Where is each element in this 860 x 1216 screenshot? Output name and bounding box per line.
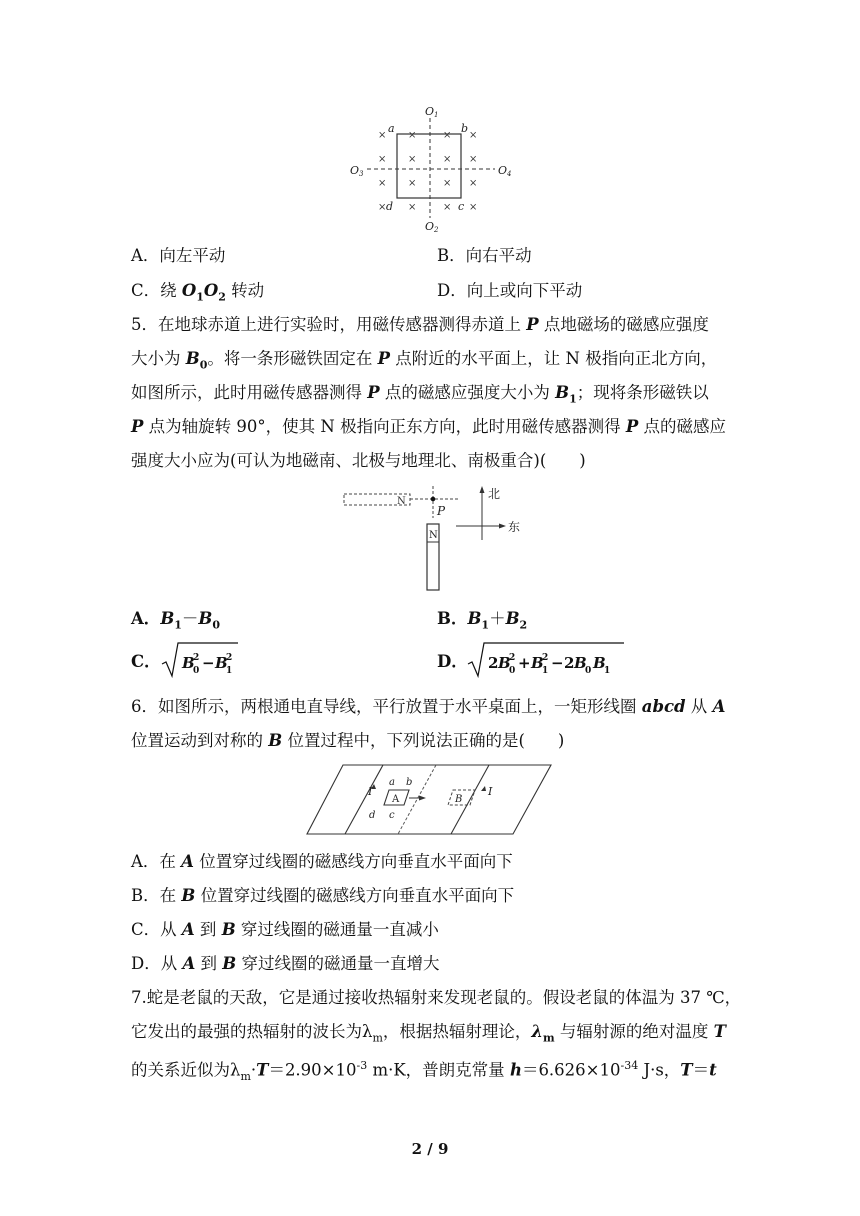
svg-text:×: × [378, 178, 387, 189]
label-east: 东 [508, 520, 521, 534]
label-o3: O3 [350, 164, 364, 178]
coil-square [397, 134, 461, 198]
label-b: b [461, 122, 469, 135]
label-d: d [386, 200, 394, 213]
svg-text:B: B [215, 654, 228, 672]
svg-text:B: B [498, 654, 511, 672]
svg-text:2: 2 [226, 653, 233, 663]
q4-option-d: D．向上或向下平动 [437, 281, 583, 300]
label-a: a [389, 777, 395, 788]
svg-text:×: × [469, 130, 478, 141]
q7-stem-line-3: 的关系近似为$\lambda_m\cdot T=2.90\times 10^{-3}$ m·K，普朗克常量 $h=6.626\times 10^{-34}$ J·s，T＝t [131, 1059, 717, 1083]
svg-text:0: 0 [585, 666, 592, 676]
svg-text:×: × [469, 178, 478, 189]
q4-option-c: C．绕 $O_1O_2$ 转动 [131, 281, 265, 304]
label-o1: O1 [425, 105, 439, 119]
q5-stem-line-2: 大小为 $B_0$。将一条形磁铁固定在 P 点附近的水平面上，让 N 极指向正北方向， [131, 349, 718, 372]
svg-text:×: × [443, 202, 452, 213]
q5-option-a: A．$B_1-B_0$ [131, 609, 221, 632]
q7-stem-line-1: 7.蛇是老鼠的天敌，它是通过接收热辐射来发现老鼠的。假设老鼠的体温为 37 ℃， [131, 988, 742, 1007]
q5-option-c-label: C． [131, 652, 161, 671]
label-current-right: I [488, 785, 493, 798]
svg-text:2: 2 [542, 653, 549, 663]
svg-text:B: B [531, 654, 544, 672]
svg-text:−: − [202, 654, 215, 672]
q5-stem-line-4: P 点为轴旋转 90°，使其 N 极指向正东方向，此时用磁传感器测得 P 点的磁感应 [131, 417, 727, 436]
svg-text:×: × [378, 130, 387, 141]
label-p: P [437, 504, 446, 518]
svg-text:0: 0 [193, 666, 200, 676]
svg-text:2: 2 [488, 654, 499, 672]
table-surface [307, 765, 551, 834]
svg-text:×: × [378, 202, 387, 213]
q6-option-a: A．在 A 位置穿过线圈的磁感线方向垂直水平面向下 [131, 852, 513, 871]
q5-stem-line-1: 5．在地球赤道上进行实验时，用磁传感器测得赤道上 P 点地磁场的磁感应强度 [131, 315, 709, 334]
svg-text:×: × [443, 178, 452, 189]
svg-text:2: 2 [193, 653, 200, 663]
svg-text:2: 2 [564, 654, 575, 672]
q7-stem-line-2: 它发出的最强的热辐射的波长为$\lambda_m$，根据热辐射理论，$\lambda_m$ 与辐射源的绝对温度 T [131, 1022, 726, 1045]
magnet-dashed-n: N [397, 496, 406, 507]
q5-option-d-label: D． [437, 652, 468, 671]
figure-parallel-wires [305, 762, 555, 837]
svg-text:×: × [408, 178, 417, 189]
label-coil-a: A [392, 794, 400, 805]
q6-option-c: C．从 A 到 B 穿过线圈的磁通量一直减小 [131, 920, 439, 939]
wire-left [345, 765, 383, 834]
q5-stem-line-3: 如图所示，此时用磁传感器测得 P 点的磁感应强度大小为 $B_1$；现将条形磁铁以 [131, 383, 709, 406]
q5-option-b: B．$B_1+B_2$ [437, 609, 528, 632]
svg-text:×: × [469, 154, 478, 165]
svg-text:×: × [443, 130, 452, 141]
point-p [431, 497, 436, 502]
svg-text:×: × [408, 202, 417, 213]
label-b: b [406, 777, 413, 788]
svg-text:1: 1 [226, 666, 233, 676]
label-c: c [389, 810, 395, 821]
svg-text:B: B [593, 654, 606, 672]
q6-stem-line-1: 6．如图所示，两根通电直导线，平行放置于水平桌面上，一矩形线圈 abcd 从 A [131, 697, 726, 716]
figure-bar-magnet [340, 482, 530, 594]
svg-text:B: B [182, 654, 195, 672]
q6-option-b: B．在 B 位置穿过线圈的磁感线方向垂直水平面向下 [131, 886, 515, 905]
svg-text:×: × [443, 154, 452, 165]
q5-option-d-formula [466, 640, 626, 680]
figure-square-coil [345, 100, 515, 235]
label-o4: O4 [498, 164, 512, 178]
magnet-solid-n: N [429, 530, 438, 541]
label-a: a [388, 122, 395, 135]
svg-text:×: × [378, 154, 387, 165]
symmetry-line [398, 765, 436, 834]
q4-option-b: B．向右平动 [437, 246, 532, 265]
svg-text:×: × [469, 202, 478, 213]
svg-text:1: 1 [604, 666, 611, 676]
svg-text:1: 1 [542, 666, 549, 676]
page-number: 2 / 9 [411, 1140, 449, 1158]
q4-option-a: A．向左平动 [131, 246, 226, 265]
label-d: d [369, 810, 376, 821]
svg-text:+: + [518, 654, 531, 672]
svg-text:−: − [551, 654, 564, 672]
q5-stem-line-5: 强度大小应为(可认为地磁南、北极与地理北、南极重合)( ) [131, 451, 586, 470]
label-coil-b: B [455, 794, 463, 805]
svg-text:B: B [574, 654, 587, 672]
label-o2: O2 [425, 220, 439, 234]
q6-option-d: D．从 A 到 B 穿过线圈的磁通量一直增大 [131, 954, 440, 973]
q6-stem-line-2: 位置运动到对称的 B 位置过程中，下列说法正确的是( ) [131, 731, 565, 750]
label-current-left: I [368, 785, 373, 798]
svg-text:2: 2 [509, 653, 516, 663]
q5-option-c-formula [160, 640, 240, 680]
svg-text:×: × [408, 154, 417, 165]
label-north: 北 [488, 487, 501, 501]
svg-text:0: 0 [509, 666, 516, 676]
label-c: c [458, 200, 465, 213]
svg-text:×: × [408, 130, 417, 141]
